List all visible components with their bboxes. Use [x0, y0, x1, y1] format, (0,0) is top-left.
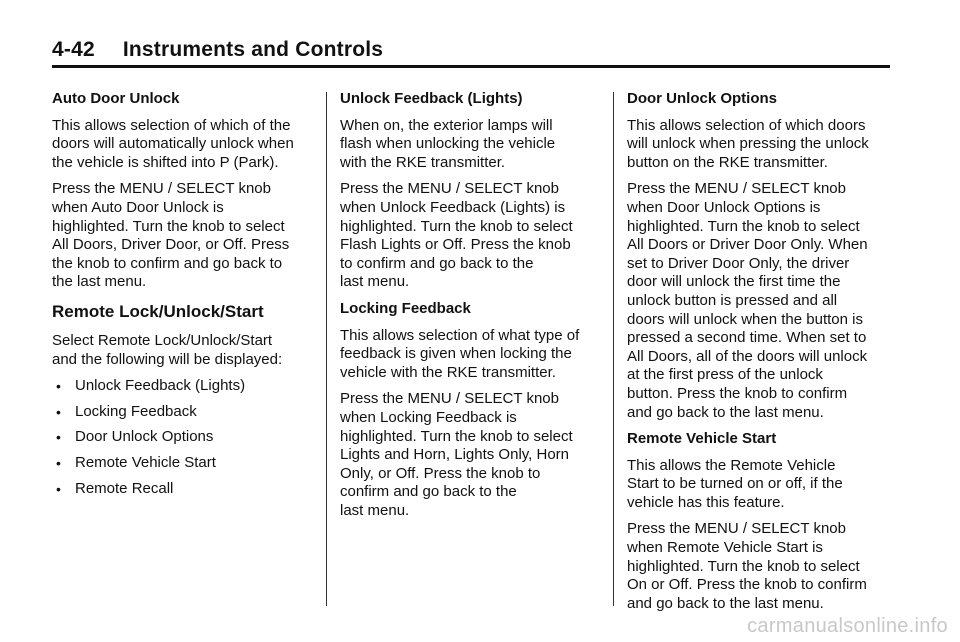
remote-section-intro: Select Remote Lock/Unlock/Start and the following will be displayed: — [52, 331, 283, 368]
bullet-icon: • — [56, 454, 61, 471]
remote-vehicle-start-description: This allows the Remote Vehicle Start to be turned on or off, if the vehicle has this feature. — [627, 456, 843, 511]
door-unlock-options-description: This allows selection of which doors will unlock when pressing the unlock button on the RKE transmitter. — [627, 116, 869, 171]
list-item-label: Door Unlock Options — [75, 428, 214, 446]
list-item-label: Remote Recall — [75, 479, 174, 497]
column-divider-1 — [326, 92, 327, 606]
list-item-label: Locking Feedback — [75, 402, 197, 420]
list-item-label: Unlock Feedback (Lights) — [75, 377, 246, 395]
unlock-feedback-description: When on, the exterior lamps will flash when unlocking the vehicle with the RKE transmitter. — [340, 116, 556, 171]
list-item — [52, 403, 314, 422]
list-item-label: Remote Vehicle Start — [75, 453, 216, 471]
door-unlock-options-heading: Door Unlock Options — [627, 90, 777, 107]
column-3 — [627, 90, 891, 621]
list-item — [52, 377, 314, 396]
bullet-icon: • — [56, 403, 61, 420]
list-item — [52, 454, 314, 473]
bullet-icon: • — [56, 429, 61, 446]
auto-door-unlock-heading: Auto Door Unlock — [52, 90, 180, 107]
remote-vehicle-start-instructions: Press the MENU / SELECT knob when Remote Vehicle Start is highlighted. Turn the knob to select On or Off. Press the knob to confirm and go back to the last menu. — [627, 520, 867, 612]
locking-feedback-instructions: Press the MENU / SELECT knob when Locking Feedback is highlighted. Turn the knob to select Lights and Horn, Lights Only, Horn Only, or Off. Press the knob to confirm and go back to the last menu. — [340, 390, 573, 519]
section-title: Instruments and Controls — [122, 38, 384, 61]
locking-feedback-heading: Locking Feedback — [340, 299, 471, 317]
bullet-icon: • — [56, 480, 61, 497]
door-unlock-options-instructions: Press the MENU / SELECT knob when Door Unlock Options is highlighted. Turn the knob to select All Doors or Driver Door Only. When set to Driver Door Only, the driver door will unlock the first time the unlock button is pressed and all doors will unlock when the button is pressed a second time. When set to All Doors, all of the doors will unlock at the first press of the unlock button. Press the knob to confirm and go back to the last menu. — [627, 180, 868, 421]
header-rule — [52, 65, 890, 68]
remote-options-list — [52, 377, 314, 498]
remote-vehicle-start-heading: Remote Vehicle Start — [627, 430, 777, 448]
page-number: 4-42 — [52, 38, 95, 61]
list-item — [52, 480, 314, 499]
locking-feedback-description: This allows selection of what type of feedback is given when locking the vehicle with the RKE transmitter. — [340, 326, 580, 381]
remote-section-heading: Remote Lock/Unlock/Start — [52, 301, 264, 321]
auto-door-unlock-instructions: Press the MENU / SELECT knob when Auto Door Unlock is highlighted. Turn the knob to select All Doors, Driver Door, or Off. Press the knob to confirm and go back to the last menu. — [52, 180, 290, 291]
page-header — [52, 38, 383, 62]
column-2 — [340, 90, 604, 528]
unlock-feedback-heading: Unlock Feedback (Lights) — [340, 90, 523, 107]
column-divider-2 — [613, 92, 614, 606]
auto-door-unlock-description: This allows selection of which of the doors will automatically unlock when the vehicle is shifted into P (Park). — [52, 116, 294, 171]
bullet-icon: • — [56, 378, 61, 395]
list-item — [52, 428, 314, 447]
column-1 — [52, 90, 314, 505]
watermark: carmanualsonline.info — [747, 615, 948, 637]
unlock-feedback-instructions: Press the MENU / SELECT knob when Unlock Feedback (Lights) is highlighted. Turn the knob to select Flash Lights or Off. Press the knob to confirm and go back to the last menu. — [340, 180, 573, 291]
